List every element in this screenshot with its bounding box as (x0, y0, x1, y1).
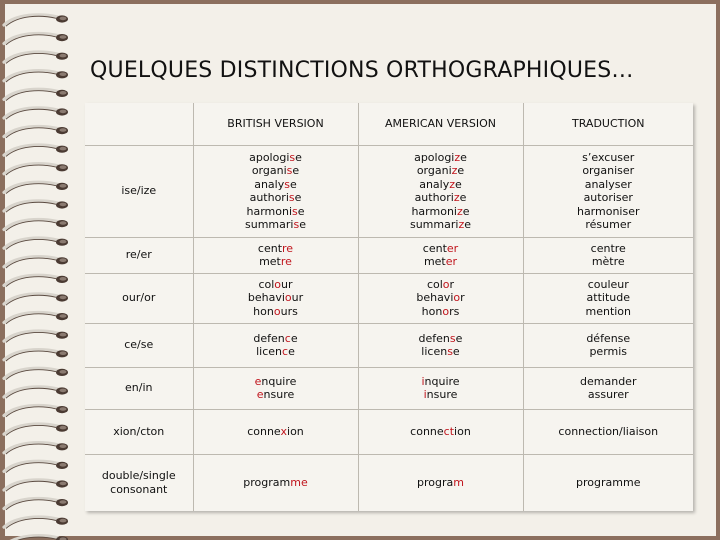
cell-line: double/single (101, 469, 176, 483)
cell-line (362, 178, 520, 192)
traduction-cell (523, 323, 693, 367)
cell-line (197, 332, 355, 346)
word-prefix: defen (253, 331, 285, 345)
highlighted-letters: o (284, 291, 292, 305)
cell-line (197, 178, 355, 192)
word-suffix: e (295, 150, 302, 164)
highlighted-letters: o (442, 277, 450, 291)
highlighted-letters: c (282, 345, 289, 358)
word-suffix: e (457, 164, 465, 177)
highlighted-letters: o (442, 304, 450, 318)
word-prefix: summari (409, 218, 459, 231)
british-cell (193, 454, 358, 511)
word-prefix: program (243, 476, 291, 489)
spiral-ring (4, 294, 68, 305)
american-cell (358, 454, 523, 511)
highlighted-letters: s (284, 177, 290, 191)
category-cell (85, 323, 193, 367)
word-prefix: organi (251, 164, 287, 177)
spiral-ring (4, 219, 68, 230)
cell-line (362, 388, 520, 402)
spiral-ring (4, 15, 68, 26)
cell-line (197, 151, 355, 165)
spiral-ring (4, 275, 68, 286)
word-suffix: e (452, 345, 460, 358)
word-prefix: col (258, 277, 275, 291)
spiral-binding (0, 0, 80, 540)
cell-line: en/in (125, 381, 153, 395)
cell-line: ise/ize (121, 184, 157, 198)
table-row (85, 367, 693, 409)
traduction-cell (523, 409, 693, 454)
word-suffix: e (462, 204, 470, 218)
american-cell (358, 273, 523, 323)
word-suffix: e (292, 164, 300, 177)
word-prefix: authori (249, 191, 289, 204)
cell-line (362, 345, 520, 359)
cell-line (197, 278, 355, 292)
cell-line: connection/liaison (558, 424, 659, 438)
spiral-ring (4, 89, 68, 100)
word-suffix: e (289, 177, 297, 191)
american-cell (358, 409, 523, 454)
highlighted-letters: z (458, 218, 465, 231)
highlighted-letters: re (280, 255, 292, 268)
spiral-ring (4, 145, 68, 156)
cell-line: analyser (584, 177, 632, 191)
cell-line (362, 151, 520, 165)
cell-line: our/or (122, 291, 156, 305)
highlighted-letters: x (280, 424, 288, 438)
word-suffix: e (455, 177, 462, 191)
word-suffix: e (460, 150, 467, 164)
word-suffix: e (297, 204, 305, 218)
word-prefix: apologi (249, 150, 290, 164)
word-prefix: col (426, 277, 443, 291)
cell-line (197, 164, 355, 178)
highlighted-letters: z (451, 164, 458, 177)
cell-line (362, 476, 520, 490)
spiral-ring (4, 126, 68, 137)
spiral-ring (4, 498, 68, 509)
cell-line: s’excuser (582, 150, 635, 164)
cell-line: centre (590, 241, 626, 255)
word-suffix: e (455, 331, 463, 345)
word-prefix: hon (253, 304, 274, 318)
category-cell (85, 237, 193, 273)
cell-line (362, 278, 520, 292)
highlighted-letters: z (449, 177, 456, 191)
word-prefix: licen (256, 345, 283, 358)
cell-line (197, 388, 355, 402)
word-prefix: licen (421, 345, 448, 358)
header-traduction: TRADUCTION (523, 103, 693, 145)
british-cell (193, 409, 358, 454)
cell-line (362, 425, 520, 439)
word-suffix: e (294, 191, 302, 204)
category-cell (85, 145, 193, 237)
word-suffix: r (460, 291, 465, 305)
word-prefix: summari (245, 218, 294, 231)
cell-line (197, 425, 355, 439)
word-suffix: nquire (261, 374, 297, 388)
cell-line: mention (585, 304, 632, 318)
spiral-ring (4, 461, 68, 472)
british-cell (193, 367, 358, 409)
word-suffix: urs (280, 304, 298, 318)
spiral-ring (4, 182, 68, 193)
word-suffix: ur (291, 291, 304, 305)
british-cell (193, 323, 358, 367)
spiral-ring (4, 164, 68, 175)
cell-line: re/er (125, 248, 152, 262)
spiral-ring (4, 443, 68, 454)
word-prefix: conne (410, 424, 444, 438)
traduction-cell (523, 273, 693, 323)
word-prefix: cent (422, 241, 447, 255)
highlighted-letters: z (454, 150, 461, 164)
highlighted-letters: s (293, 218, 300, 231)
category-cell (85, 409, 193, 454)
cell-line: autoriser (583, 191, 633, 204)
word-prefix: organi (416, 164, 452, 177)
highlighted-letters: m (453, 476, 464, 489)
american-cell (358, 145, 523, 237)
word-prefix: hon (421, 304, 443, 318)
cell-line (197, 345, 355, 359)
highlighted-letters: s (449, 331, 456, 345)
word-prefix: harmoni (246, 204, 292, 218)
highlighted-letters: s (292, 204, 298, 218)
word-suffix: e (464, 218, 471, 231)
highlighted-letters: o (274, 277, 282, 291)
highlighted-letters: i (423, 388, 427, 401)
cell-line (362, 375, 520, 389)
word-prefix: apologi (414, 150, 455, 164)
header-american: AMERICAN VERSION (358, 103, 523, 145)
highlighted-letters: i (421, 374, 425, 388)
cell-line (362, 255, 520, 269)
table-row (85, 409, 693, 454)
cell-line (362, 205, 520, 219)
cell-line (362, 291, 520, 305)
cell-line: permis (589, 345, 628, 358)
cell-line: attitude (586, 291, 630, 305)
word-suffix: ur (281, 277, 293, 291)
highlighted-letters: s (286, 164, 293, 177)
category-cell (85, 367, 193, 409)
word-prefix: behavi (416, 291, 454, 305)
highlighted-letters: e (256, 388, 264, 401)
spiral-ring (4, 257, 68, 268)
cell-line: résumer (585, 218, 632, 231)
word-prefix: behavi (247, 291, 285, 305)
table-row (85, 454, 693, 511)
cell-line (362, 164, 520, 178)
cell-line (197, 191, 355, 205)
word-prefix: met (259, 255, 281, 268)
cell-line: défense (586, 331, 631, 345)
table-row (85, 237, 693, 273)
spiral-ring (4, 331, 68, 342)
british-cell (193, 273, 358, 323)
table-row (85, 323, 693, 367)
cell-line (197, 476, 355, 490)
cell-line: assurer (587, 388, 629, 401)
spiral-ring (4, 108, 68, 119)
word-prefix: conne (247, 424, 281, 438)
highlighted-letters: me (290, 476, 308, 489)
cell-line (362, 242, 520, 256)
word-suffix: ion (287, 424, 304, 438)
highlighted-letters: s (289, 150, 296, 164)
spiral-ring (4, 238, 68, 249)
spiral-ring (4, 312, 68, 323)
word-suffix: e (290, 331, 298, 345)
word-suffix: rs (449, 304, 460, 318)
cell-line (197, 375, 355, 389)
spelling-table (85, 103, 693, 511)
word-prefix: defen (418, 331, 450, 345)
highlighted-letters: er (445, 255, 458, 268)
cell-line: demander (580, 374, 637, 388)
spiral-ring (4, 201, 68, 212)
cell-line: xion/cton (113, 424, 165, 438)
word-suffix: nsure (426, 388, 458, 401)
cell-line: harmoniser (576, 204, 640, 218)
highlighted-letters: z (456, 204, 463, 218)
table-row (85, 273, 693, 323)
highlighted-letters: o (273, 304, 281, 318)
page-title: QUELQUES DISTINCTIONS ORTHOGRAPHIQUES… (90, 58, 634, 83)
cell-line (197, 255, 355, 269)
spiral-ring (4, 405, 68, 416)
word-prefix: harmoni (411, 204, 457, 218)
spiral-ring (4, 368, 68, 379)
spiral-ring (4, 536, 68, 540)
word-prefix: analy (419, 177, 450, 191)
british-cell (193, 145, 358, 237)
cell-line (197, 291, 355, 305)
header-british: BRITISH VERSION (193, 103, 358, 145)
traduction-cell (523, 237, 693, 273)
spiral-ring (4, 33, 68, 44)
highlighted-letters: er (446, 241, 459, 255)
cell-line (197, 205, 355, 219)
british-cell (193, 237, 358, 273)
word-suffix: e (299, 218, 306, 231)
highlighted-letters: z (453, 191, 460, 204)
highlighted-letters: o (453, 291, 461, 305)
cell-line (362, 191, 520, 205)
cell-line (197, 305, 355, 319)
spiral-ring (4, 71, 68, 82)
spiral-ring (4, 517, 68, 528)
cell-line: programme (576, 476, 641, 489)
cell-line: mètre (591, 255, 625, 268)
highlighted-letters: re (282, 241, 294, 255)
table-header-row (85, 103, 693, 145)
category-cell (85, 273, 193, 323)
cell-line: ce/se (124, 338, 154, 352)
highlighted-letters: e (254, 374, 262, 388)
table-row (85, 145, 693, 237)
highlighted-letters: c (284, 331, 291, 345)
word-prefix: progra (417, 476, 454, 489)
word-suffix: r (449, 277, 455, 291)
spiral-ring (4, 480, 68, 491)
american-cell (358, 237, 523, 273)
word-suffix: nquire (424, 374, 460, 388)
word-suffix: e (288, 345, 295, 358)
cell-line: organiser (582, 164, 635, 177)
word-suffix: ion (454, 424, 471, 438)
word-prefix: cent (257, 241, 283, 255)
traduction-cell (523, 367, 693, 409)
cell-line: consonant (110, 482, 168, 496)
word-prefix: analy (254, 177, 285, 191)
word-suffix: nsure (263, 388, 295, 401)
cell-line (362, 218, 520, 232)
american-cell (358, 367, 523, 409)
word-suffix: e (459, 191, 467, 204)
spiral-ring (4, 424, 68, 435)
word-prefix: met (423, 255, 446, 268)
cell-line (362, 332, 520, 346)
american-cell (358, 323, 523, 367)
cell-line: couleur (587, 277, 629, 291)
cell-line (362, 305, 520, 319)
cell-line (197, 218, 355, 232)
word-prefix: authori (414, 191, 454, 204)
highlighted-letters: s (288, 191, 295, 204)
highlighted-letters: ct (443, 424, 455, 438)
traduction-cell (523, 145, 693, 237)
spiral-ring (4, 52, 68, 63)
header-category (85, 103, 193, 145)
highlighted-letters: s (447, 345, 453, 358)
spiral-ring (4, 387, 68, 398)
cell-line (197, 242, 355, 256)
spiral-ring (4, 350, 68, 361)
traduction-cell (523, 454, 693, 511)
category-cell (85, 454, 193, 511)
